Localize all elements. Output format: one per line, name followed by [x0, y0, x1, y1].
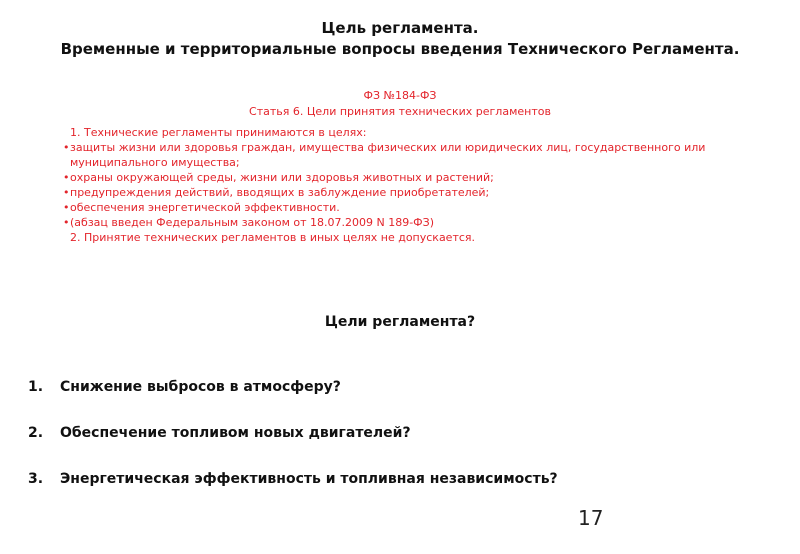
law-bullet-text: охраны окружающей среды, жизни или здоровья животных и растений;: [70, 171, 494, 184]
law-bullet: [63, 200, 723, 215]
title-line-1: Цель регламента.: [321, 19, 479, 37]
goals-list: [28, 378, 768, 516]
goal-number: 3.: [28, 471, 44, 487]
bullet-mark: •: [63, 141, 70, 154]
law-bullet-text: предупреждения действий, вводящих в заблуждение приобретателей;: [70, 186, 490, 199]
law-point-1: 1. Технические регламенты принимаются в целях:: [70, 126, 367, 139]
goal-text: Снижение выбросов в атмосферу?: [60, 379, 341, 395]
law-bullet: [63, 170, 723, 185]
title-line-2: Временные и территориальные вопросы введения Технического Регламента.: [60, 40, 740, 58]
goal-item: [28, 378, 768, 396]
law-bullet-text: обеспечения энергетической эффективности.: [70, 201, 340, 214]
goal-number: 1.: [28, 379, 44, 395]
goal-item: [28, 470, 768, 488]
law-body: [63, 125, 723, 245]
goal-text: Энергетическая эффективность и топливная независимость?: [60, 471, 558, 487]
bullet-mark: •: [63, 186, 70, 199]
law-bullet: [63, 185, 723, 200]
law-bullet: [63, 215, 723, 230]
goals-title: Цели регламента?: [324, 314, 476, 330]
bullet-mark: •: [63, 171, 70, 184]
law-reference: ФЗ №184-ФЗ: [363, 89, 437, 102]
goal-number: 2.: [28, 425, 44, 441]
law-article-title: Статья 6. Цели принятия технических регламентов: [249, 105, 551, 118]
law-bullet: [63, 140, 723, 170]
law-bullet-text: (абзац введен Федеральным законом от 18.07.2009 N 189-ФЗ): [70, 216, 434, 229]
goal-text: Обеспечение топливом новых двигателей?: [60, 425, 411, 441]
goal-item: [28, 424, 768, 442]
bullet-mark: •: [63, 216, 70, 229]
bullet-mark: •: [63, 201, 70, 214]
law-header: [0, 88, 800, 120]
page-number: 17: [578, 506, 604, 530]
slide-title: [0, 18, 800, 60]
law-point-2: 2. Принятие технических регламентов в иных целях не допускается.: [70, 231, 476, 244]
law-bullet-text: защиты жизни или здоровья граждан, имущества физических или юридических лиц, государственного или муниципального имущества;: [70, 141, 706, 169]
